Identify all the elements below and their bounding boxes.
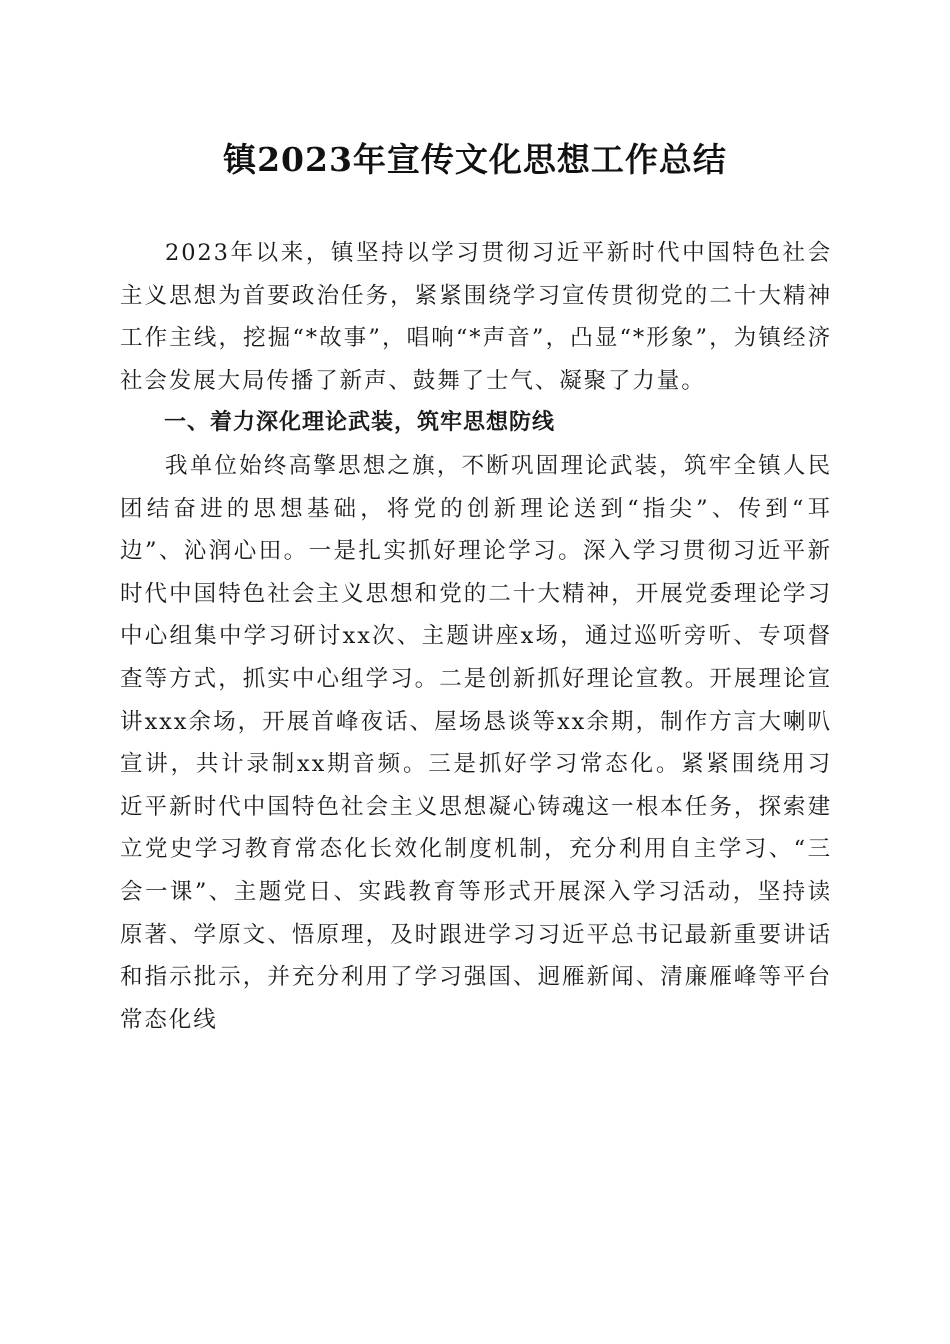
section-paragraph: 我单位始终高擎思想之旗，不断巩固理论武装，筑牢全镇人民团结奋进的思想基础，将党的创新理论送到“指尖”、传到“耳边”、沁润心田。一是扎实抓好理论学习。深入学习贯彻习近平新时代中国特色社会主义思想和党的二十大精神，开展党委理论学习中心组集中学习研讨xx次、主题讲座x场，通过巡听旁听、专项督查等方式，抓实中心组学习。二是创新抓好理论宣教。开展理论宣讲xxx余场，开展首峰夜话、屋场恳谈等xx余期，制作方言大喇叭宣讲，共计录制xx期音频。三是抓好学习常态化。紧紧围绕用习近平新时代中国特色社会主义思想凝心铸魂这一根本任务，探索建立党史学习教育常态化长效化制度机制，充分利用自主学习、“三会一课”、主题党日、实践教育等形式开展深入学习活动，坚持读原著、学原文、悟原理，及时跟进学习习近平总书记最新重要讲话和指示批示，并充分利用了学习强国、迥雁新闻、清廉雁峰等平台常态化线: [120, 452, 832, 1033]
intro-paragraph: 2023年以来，镇坚持以学习贯彻习近平新时代中国特色社会主义思想为首要政治任务，紧紧围绕学习宣传贯彻党的二十大精神工作主线，挖掘“*故事”，唱响“*声音”，凸显“*形象”，为镇经济社会发展大局传播了新声、鼓舞了士气、凝聚了力量。: [120, 240, 832, 394]
document-body: [120, 232, 832, 1041]
section-heading: 一、着力深化理论武装，筑牢思想防线: [164, 410, 556, 436]
document-title: 镇2023年宣传文化思想工作总结: [223, 140, 727, 179]
